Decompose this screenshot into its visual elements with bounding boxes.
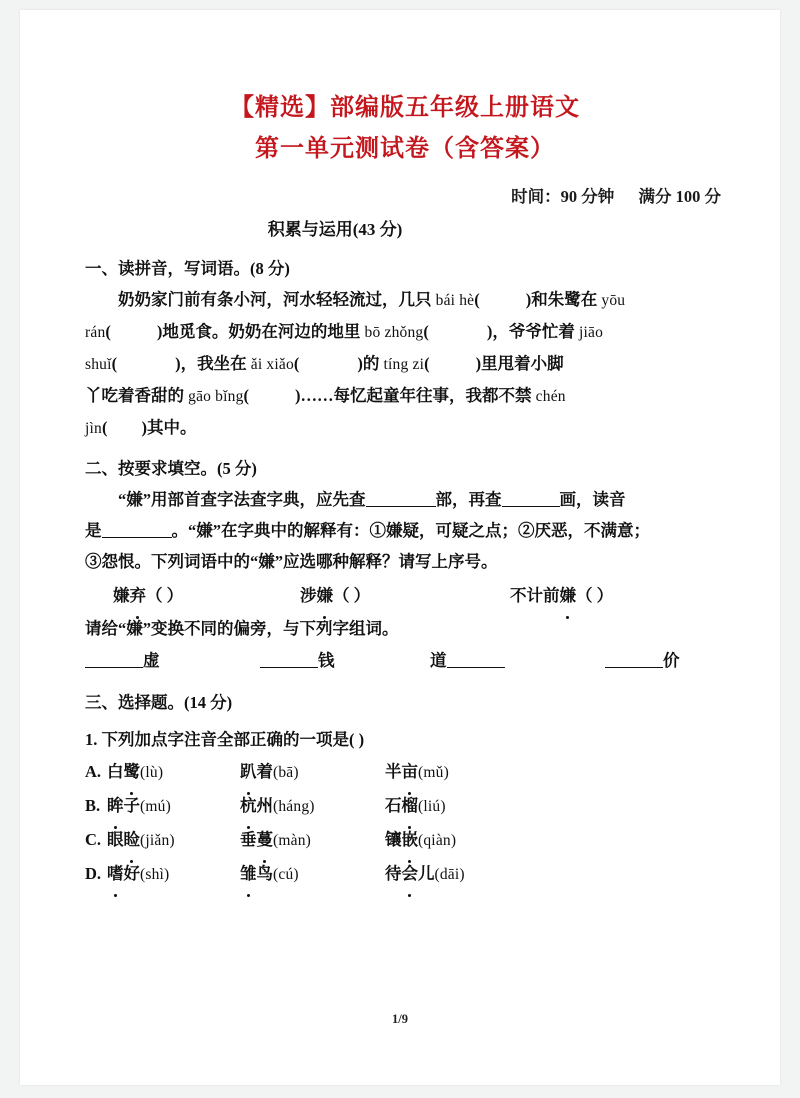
choice-d-1-post: 好: [123, 864, 140, 883]
question-3-item-1-stem: 1. 下列加点字注音全部正确的一项是( ): [85, 730, 365, 749]
q2-blank-2-after: 钱: [318, 651, 335, 670]
choice-d-item-2: [240, 857, 299, 892]
choice-c-3-pinyin: (qiàn): [418, 832, 457, 849]
choice-a-1-dot: 鹭: [124, 755, 141, 789]
choice-b-1-pinyin: (mú): [140, 798, 171, 815]
q1-pinyin-ran: rán: [85, 324, 106, 341]
choice-b-2-pinyin: (háng): [273, 798, 315, 815]
choice-d-item-1: [107, 857, 169, 892]
q2-blank-1-line[interactable]: [85, 652, 143, 668]
choice-a-3-dot: 亩: [402, 755, 419, 789]
q1-pinyin-bozhong: bō zhǒng: [364, 324, 424, 341]
q2-word-item-3[interactable]: [510, 579, 613, 613]
q1-pinyin-you: yōu: [601, 292, 626, 309]
q1-blank-5[interactable]: ( ): [293, 354, 363, 373]
choice-b-3-pre: 石: [385, 796, 402, 815]
choice-d-3-post: 儿: [418, 864, 435, 883]
choice-a-1-pinyin: (lù): [140, 764, 164, 781]
section-heading: 积累与运用(43 分): [267, 220, 403, 239]
question-2-body-line-2: [85, 515, 725, 546]
choice-d-3-pinyin: (dāi): [434, 866, 465, 883]
choice-c-2-dot: 蔓: [257, 823, 274, 857]
exam-meta: [85, 184, 725, 210]
q1-blank-1[interactable]: ( ): [474, 290, 532, 309]
q1-text-a: 奶奶家门前有条小河，河水轻轻流过，几只: [118, 290, 436, 309]
q2-blank-item-3[interactable]: [430, 644, 505, 678]
q2-text-d: 是: [85, 521, 102, 540]
choice-d-2-pinyin: (cú): [273, 866, 299, 883]
q2-blank-item-4[interactable]: [605, 644, 680, 678]
choice-a-2-dot: 趴: [240, 755, 257, 789]
question-1-body-line-1: [85, 284, 725, 316]
q2-text-c: 画，读音: [559, 490, 626, 509]
title-line-1: 【精选】部编版五年级上册语文: [230, 95, 580, 121]
question-1-body-line-5: [85, 412, 725, 444]
choice-a-3-pinyin: (mǔ): [418, 764, 449, 781]
q2-blank-radical[interactable]: [366, 491, 436, 507]
choice-c-label: C.: [85, 830, 102, 849]
choice-d-2-dot: 雏: [240, 857, 257, 891]
q1-blank-7[interactable]: ( ): [243, 386, 301, 405]
choice-b-1-post: 子: [123, 796, 140, 815]
q2-word-2-paren[interactable]: （ ）: [333, 586, 371, 605]
q2-blank-3-line[interactable]: [447, 652, 505, 668]
choice-d-3-pre: 待: [385, 864, 402, 883]
choice-a-1-pre: 白: [107, 762, 124, 781]
choice-a-item-3: [385, 755, 449, 790]
choice-c-1-dot: 睑: [124, 823, 141, 857]
choice-d-3-dot: 会: [402, 857, 419, 891]
q1-text-e: ，我坐在: [180, 354, 251, 373]
choice-a-2-pinyin: (bā): [273, 764, 299, 781]
choice-row-a[interactable]: [85, 755, 725, 789]
exam-total-score: 满分 100 分: [638, 187, 721, 206]
choice-c-2-pinyin: (màn): [273, 832, 312, 849]
choice-b-item-2: [240, 789, 315, 824]
choice-row-b[interactable]: [85, 789, 725, 823]
question-1-body-line-2: [85, 316, 725, 348]
page-number: 1/9: [392, 1012, 408, 1026]
question-1-heading: 一、读拼音，写词语。(8 分): [85, 259, 290, 278]
q1-text-f: 的: [362, 354, 384, 373]
choice-b-3-dot: 榴: [402, 789, 419, 823]
choice-a-label: A.: [85, 762, 102, 781]
choice-a-2-post: 着: [256, 762, 273, 781]
paper-content: [85, 88, 725, 891]
q2-blank-item-1[interactable]: [85, 644, 160, 678]
choice-c-3-dot: 嵌: [402, 823, 419, 857]
choice-a-3-pre: 半: [385, 762, 402, 781]
q1-pinyin-tingzi: tíng zi: [383, 356, 425, 373]
q1-pinyin-jin: jìn: [85, 420, 102, 437]
q1-text-c: 地觅食。奶奶在河边的地里: [162, 322, 365, 341]
choice-b-item-3: [385, 789, 446, 824]
q1-blank-6[interactable]: ( ): [424, 354, 482, 373]
q1-pinyin-baihe: bái hè: [435, 292, 475, 309]
choice-c-3-pre: 镶: [385, 830, 402, 849]
question-2-heading: 二、按要求填空。(5 分): [85, 459, 257, 478]
q2-blank-3-before: 道: [430, 651, 447, 670]
exam-time: 时间：90 分钟: [511, 187, 615, 206]
choice-d-item-3: [385, 857, 465, 892]
q2-text-e: 。“嫌”在字典中的解释有：①嫌疑，可疑之点；②厌恶，不满意；: [171, 521, 650, 540]
choice-b-item-1: [107, 789, 171, 824]
q2-word-1-prefix: 嫌: [113, 586, 130, 605]
q2-blank-strokes[interactable]: [502, 491, 560, 507]
choice-c-2-pre: 垂: [240, 830, 257, 849]
choice-d-1-pinyin: (shì): [140, 866, 170, 883]
q1-text-b: 和朱鹭在: [531, 290, 602, 309]
choice-b-2-dot: 杭: [240, 789, 257, 823]
q2-word-item-2[interactable]: [300, 579, 370, 613]
choice-c-item-1: [107, 823, 175, 858]
question-2-blank-row: [85, 644, 725, 678]
q1-text-h: 丫吃着香甜的: [85, 386, 189, 405]
q2-text-a: “嫌”用部首查字法查字典，应先查: [118, 490, 366, 509]
choice-a-item-2: [240, 755, 299, 790]
q2-text-b: 部，再查: [435, 490, 502, 509]
q2-word-1-dotted: 弃: [130, 579, 147, 613]
q2-word-2-dotted: 嫌: [317, 579, 334, 613]
choice-d-2-post: 鸟: [256, 864, 273, 883]
choice-d-1-dot: 嗜: [107, 857, 124, 891]
q1-pinyin-chen: chén: [535, 388, 566, 405]
question-1-body-line-3: [85, 348, 725, 380]
q1-pinyin-aixiao: ǎi xiǎo: [250, 356, 294, 373]
choice-d-label: D.: [85, 864, 102, 883]
q1-text-i: ……每忆起童年往事，我都不禁: [300, 386, 536, 405]
paper-title: [85, 88, 725, 170]
q1-blank-4[interactable]: ( ): [111, 354, 181, 373]
q2-word-3-paren[interactable]: （ ）: [576, 586, 614, 605]
choice-b-1-dot: 眸: [107, 789, 124, 823]
choice-b-2-post: 州: [256, 796, 273, 815]
choice-row-d[interactable]: [85, 857, 725, 891]
q2-word-2-prefix: 涉: [300, 586, 317, 605]
q1-blank-8[interactable]: ( ): [101, 418, 147, 437]
choice-a-item-1: [107, 755, 163, 790]
q1-blank-2[interactable]: ( ): [105, 322, 163, 341]
q2-blank-2-line[interactable]: [260, 652, 318, 668]
q2-blank-4-line[interactable]: [605, 652, 663, 668]
question-2-word-row: [85, 579, 725, 613]
q1-text-d: ，爷爷忙着: [492, 322, 580, 341]
question-2-body-line-3: ③怨恨。下列词语中的“嫌”应选哪种解释？请写上序号。: [85, 552, 498, 571]
question-2-body-line-1: [85, 484, 725, 515]
choice-c-1-pre: 眼: [107, 830, 124, 849]
q1-blank-3[interactable]: ( ): [423, 322, 493, 341]
choice-c-item-3: [385, 823, 456, 858]
question-2-body-line-4: 请给“嫌”变换不同的偏旁，与下列字组词。: [85, 619, 399, 638]
question-3-heading: 三、选择题。(14 分): [85, 693, 233, 712]
title-line-2: 第一单元测试卷（含答案）: [255, 136, 555, 162]
paper-page: [20, 10, 780, 1085]
q2-blank-4-after: 价: [663, 651, 680, 670]
choice-c-1-pinyin: (jiǎn): [140, 832, 175, 849]
q2-blank-pronunciation[interactable]: [102, 522, 172, 538]
choice-c-item-2: [240, 823, 311, 858]
choice-row-c[interactable]: [85, 823, 725, 857]
choice-b-3-pinyin: (liú): [418, 798, 446, 815]
q1-pinyin-jiao: jiāo: [579, 324, 604, 341]
question-1-body-line-4: [85, 380, 725, 412]
q2-word-3-prefix: 不计前: [510, 586, 560, 605]
q2-word-1-paren[interactable]: （ ）: [146, 586, 184, 605]
q2-word-3-dotted: 嫌: [560, 579, 577, 613]
q1-text-j: 其中。: [146, 418, 197, 437]
choice-b-label: B.: [85, 796, 101, 815]
q1-pinyin-gaobing: gāo bǐng: [188, 388, 244, 405]
q2-word-item-1[interactable]: [113, 579, 183, 613]
q2-blank-1-after: 虚: [143, 651, 160, 670]
q2-blank-item-2[interactable]: [260, 644, 335, 678]
q1-text-g: 里甩着小脚: [481, 354, 564, 373]
q1-pinyin-shui: shuǐ: [85, 356, 112, 373]
